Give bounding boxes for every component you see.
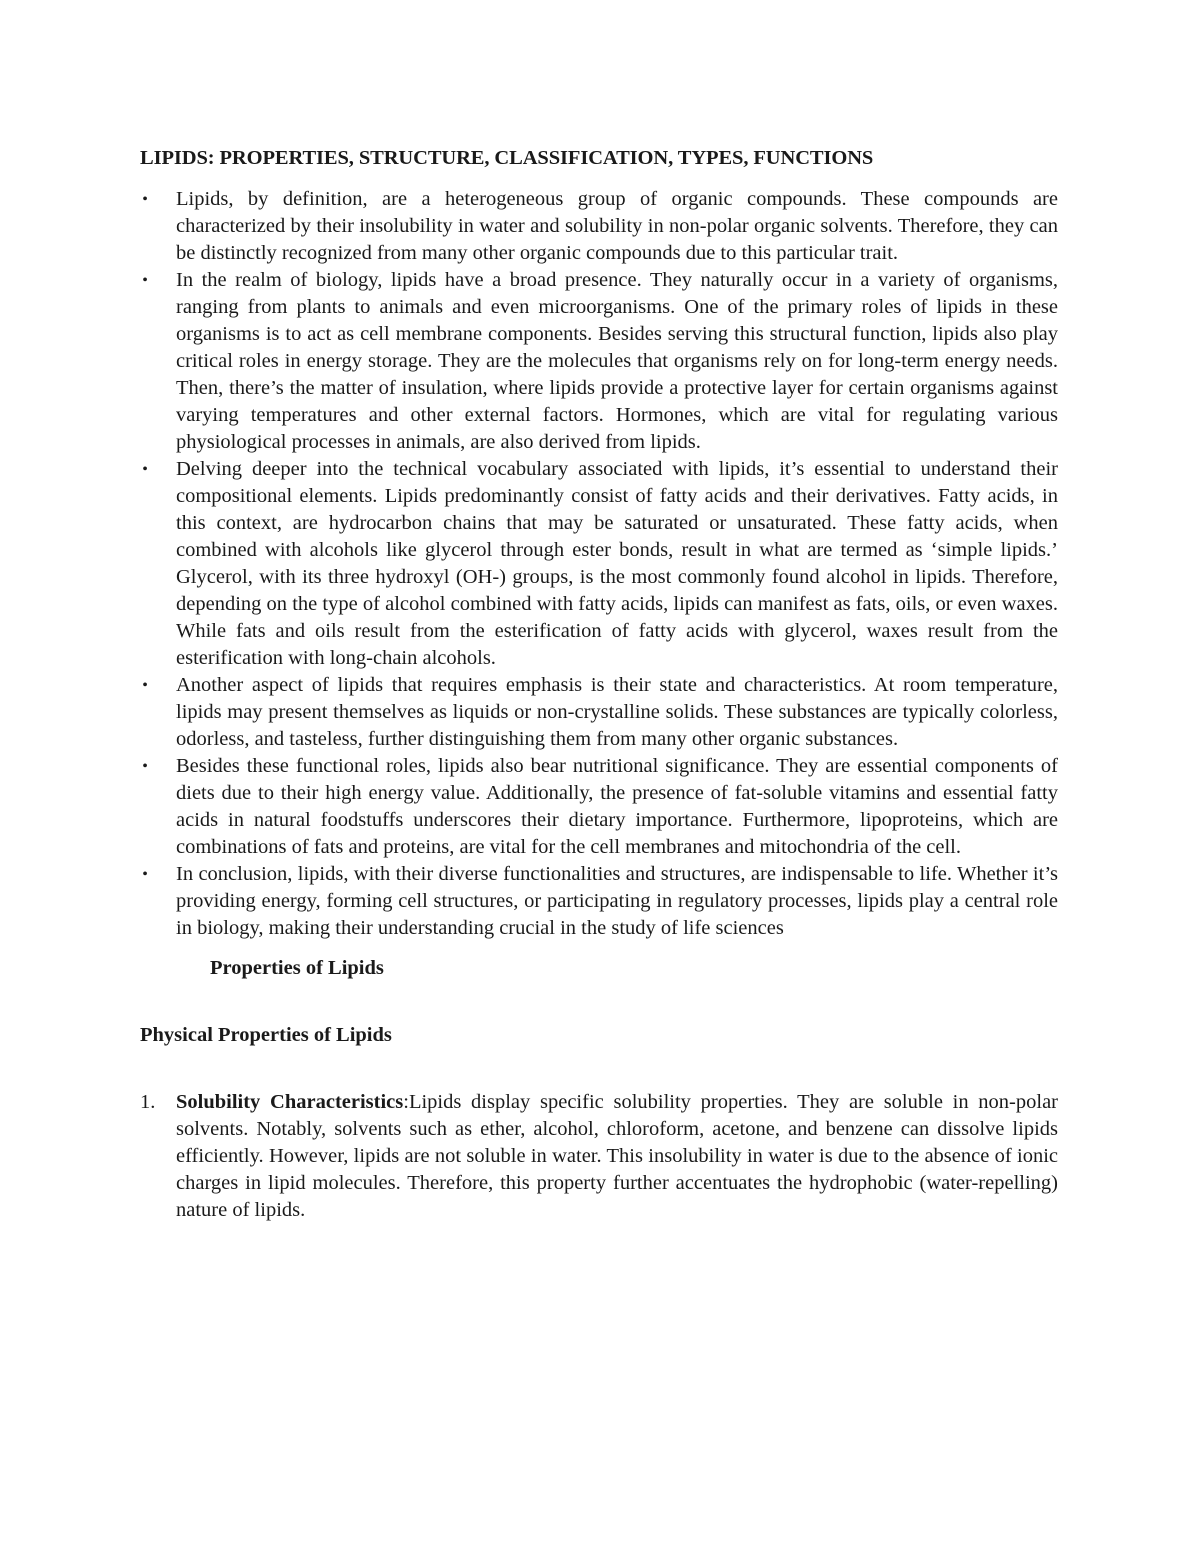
bullet-item (140, 186, 1058, 267)
physical-properties-list (140, 1089, 1058, 1224)
bullet-item (140, 861, 1058, 942)
bullet-icon: • (142, 272, 148, 289)
bullet-text: Besides these functional roles, lipids also bear nutritional significance. They are essential components of diets due to their high energy value. Additionally, the presence of fat-soluble vitamins and essential fatty acids in natural foodstuffs underscores their dietary importance. Furthermore, lipoproteins, which are combinations of fats and proteins, are vital for the cell membranes and mitochondria of the cell. (176, 755, 1058, 858)
bullet-item (140, 672, 1058, 753)
document-title: LIPIDS: PROPERTIES, STRUCTURE, CLASSIFICATION, TYPES, FUNCTIONS (140, 147, 874, 169)
bullet-icon: • (142, 191, 148, 208)
bullet-item (140, 267, 1058, 456)
item-term: Solubility Characteristics (176, 1091, 404, 1113)
bullet-text: Lipids, by definition, are a heterogeneous group of organic compounds. These compounds are characterized by their insolubility in water and solubility in non-polar organic solvents. Therefore, they can be distinctly recognized from many other organic compounds due to this particular trait. (176, 188, 1058, 264)
item-text: :Lipids display specific solubility properties. They are soluble in non-polar solvents. Notably, solvents such as ether, alcohol, chloroform, acetone, and benzene can dissolve lipids efficiently. However, lipids are not soluble in water. This insolubility in water is due to the absence of ionic charges in lipid molecules. Therefore, this property further accentuates the hydrophobic (water-repelling) nature of lipids. (176, 1091, 1059, 1221)
bullet-icon: • (142, 866, 148, 883)
bullet-text: Delving deeper into the technical vocabulary associated with lipids, it’s essential to understand their compositional elements. Lipids predominantly consist of fatty acids and their derivatives. Fatty acids, in this context, are hydrocarbon chains that may be saturated or unsaturated. These fatty acids, when combined with alcohols like glycerol through ester bonds, result in what are termed as ‘simple lipids.’ Glycerol, with its three hydroxyl (OH-) groups, is the most commonly found alcohol in lipids. Therefore, depending on the type of alcohol combined with fatty acids, lipids can manifest as fats, oils, or even waxes. While fats and oils result from the esterification of fatty acids with glycerol, waxes result from the esterification with long-chain alcohols. (176, 458, 1058, 669)
bullet-icon: • (142, 758, 148, 775)
numbered-item (140, 1089, 1058, 1224)
bullet-text: In conclusion, lipids, with their diverse functionalities and structures, are indispensable to life. Whether it’s providing energy, forming cell structures, or participating in regulatory processes, lipids play a central role in biology, making their understanding crucial in the study of life sciences (176, 863, 1058, 939)
bullet-text: Another aspect of lipids that requires emphasis is their state and characteristics. At room temperature, lipids may present themselves as liquids or non-crystalline solids. These substances are typically colorless, odorless, and tasteless, further distinguishing them from many other organic substances. (176, 674, 1058, 750)
document-body (140, 145, 1058, 1224)
intro-bullet-list (140, 186, 1058, 942)
bullet-text: In the realm of biology, lipids have a broad presence. They naturally occur in a variety of organisms, ranging from plants to animals and even microorganisms. One of the primary roles of lipids in these organisms is to act as cell membrane components. Besides serving this structural function, lipids also play critical roles in energy storage. They are the molecules that organisms rely on for long-term energy needs. Then, there’s the matter of insulation, where lipids provide a protective layer for certain organisms against varying temperatures and other external factors. Hormones, which are vital for regulating various physiological processes in animals, are also derived from lipids. (176, 269, 1058, 453)
bullet-icon: • (142, 677, 148, 694)
bullet-item (140, 456, 1058, 672)
heading-physical-properties: Physical Properties of Lipids (140, 1024, 392, 1046)
item-number: 1. (140, 1091, 156, 1113)
bullet-icon: • (142, 461, 148, 478)
bullet-item (140, 753, 1058, 861)
heading-properties-of-lipids: Properties of Lipids (210, 957, 384, 979)
